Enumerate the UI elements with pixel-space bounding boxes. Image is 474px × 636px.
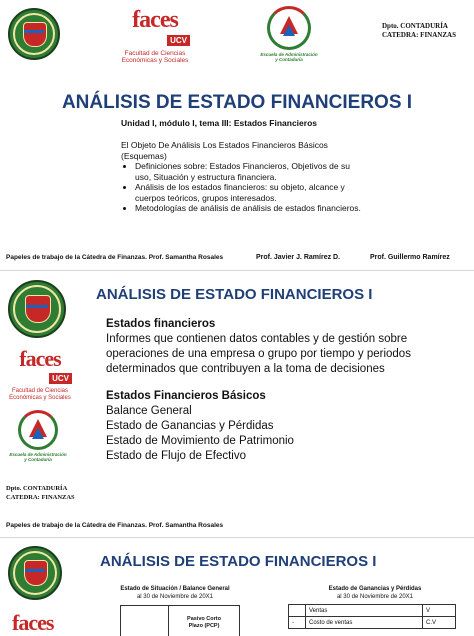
definition-line: determinados que contribuyen a la toma de decisiones <box>106 363 385 375</box>
topic-item: • Definiciones sobre: Estados Financieros, Objetivos de su uso, Situación y estructura financiera. <box>135 161 361 182</box>
statement-item: Estado de Flujo de Efectivo <box>106 450 246 462</box>
faces-caption-2: Económicas y Sociales <box>9 395 71 401</box>
statement-item: Estado de Movimiento de Patrimonio <box>106 435 294 447</box>
intro-line-2: (Esquemas) <box>121 150 167 161</box>
sign-cell: - <box>289 617 306 629</box>
department-header <box>382 22 456 40</box>
escuela-logo <box>255 6 323 64</box>
definition-line: operaciones de una empresa o grupo por tiempo y periodos <box>106 348 411 360</box>
escuela-caption-1: Escuela de Administración <box>9 452 67 457</box>
escuela-caption-2: y Contaduría <box>24 457 52 462</box>
slide-2-title: ANÁLISIS DE ESTADO FINANCIEROS I <box>96 286 373 303</box>
table-row <box>289 617 456 629</box>
faces-wordmark: faces <box>19 346 61 371</box>
pasivo-corto-label: Pasivo Corto <box>187 616 221 622</box>
unit-line: Unidad I, módulo I, tema III: Estados Financieros <box>121 118 318 128</box>
slide-1-footer-left: Papeles de trabajo de la Cátedra de Finanzas. Prof. Samantha Rosales <box>6 254 224 261</box>
ucv-seal-logo <box>8 280 66 338</box>
pasivo-corto-cell <box>171 616 237 629</box>
estados-financieros-heading: Estados financieros <box>106 318 216 330</box>
statement-item: Balance General <box>106 405 192 417</box>
faces-wordmark: faces <box>132 7 178 33</box>
slide-3-title: ANÁLISIS DE ESTADO FINANCIEROS I <box>100 553 377 570</box>
slide-2-content <box>106 317 426 464</box>
topic-list <box>121 161 361 214</box>
sign-cell <box>289 605 306 617</box>
department-name: Dpto. CONTADURÍA <box>6 485 68 492</box>
balance-sheet-box <box>120 605 240 636</box>
slide-divider <box>0 270 474 271</box>
faces-logo <box>8 348 72 402</box>
topic-item: • Análisis de los estados financieros: su objeto, alcance y cuerpos teóricos, grupos interesados. <box>135 182 361 203</box>
slide-1-content <box>121 140 361 214</box>
table-row <box>289 605 456 617</box>
concept-cell: Costo de ventas <box>306 617 423 629</box>
catedra-name: CATEDRA: FINANZAS <box>382 31 456 39</box>
catedra-name: CATEDRA: FINANZAS <box>6 494 75 501</box>
faces-caption-1: Facultad de Ciencias <box>124 50 186 57</box>
faces-logo <box>120 8 190 64</box>
intro-line-1: El Objeto De Análisis Los Estados Financieros Básicos <box>121 140 328 150</box>
slide-1-footer-right: Prof. Guillermo Ramírez <box>370 254 450 261</box>
income-statement-table <box>288 604 456 629</box>
topic-item: • Metodologías de análisis de análisis de estados financieros. <box>135 203 361 214</box>
slide-divider <box>0 537 474 538</box>
code-cell: C.V <box>423 617 456 629</box>
slide-2-footer: Papeles de trabajo de la Cátedra de Finanzas. Prof. Samantha Rosales <box>6 522 224 529</box>
definition-line: Informes que contienen datos contables y de gestión sobre <box>106 333 408 345</box>
ucv-seal-logo <box>8 546 62 600</box>
slide-1-footer-mid: Prof. Javier J. Ramírez D. <box>256 254 341 261</box>
balance-caption <box>100 585 250 601</box>
faces-caption-1: Facultad de Ciencias <box>11 388 69 394</box>
statement-item: Estado de Ganancias y Pérdidas <box>106 420 274 432</box>
ucv-badge: UCV <box>167 35 190 46</box>
escuela-caption-2: y Contaduría <box>275 57 303 62</box>
escuela-logo <box>6 410 70 464</box>
faces-wordmark: faces <box>12 610 54 635</box>
ucv-seal-logo <box>8 8 60 60</box>
basicos-heading: Estados Financieros Básicos <box>106 390 266 402</box>
balance-caption-title: Estado de Situación / Balance General <box>120 586 230 592</box>
escuela-caption-1: Escuela de Administración <box>260 52 318 57</box>
department-header <box>6 484 75 502</box>
pasivo-corto-code: Plazo (PCP) <box>188 622 220 629</box>
department-name: Dpto. CONTADURÍA <box>382 22 448 30</box>
balance-caption-date: al 30 de Noviembre de 20X1 <box>136 594 214 600</box>
income-caption-date: al 30 de Noviembre de 20X1 <box>336 594 414 600</box>
faces-caption-2: Económicas y Sociales <box>121 57 189 64</box>
ucv-badge: UCV <box>49 373 72 384</box>
income-statement-caption <box>290 585 460 601</box>
slide-1-title: ANÁLISIS DE ESTADO FINANCIEROS I <box>61 92 413 113</box>
income-caption-title: Estado de Ganancias y Pérdidas <box>328 586 422 592</box>
concept-cell: Ventas <box>306 605 423 617</box>
code-cell: V <box>423 605 456 617</box>
